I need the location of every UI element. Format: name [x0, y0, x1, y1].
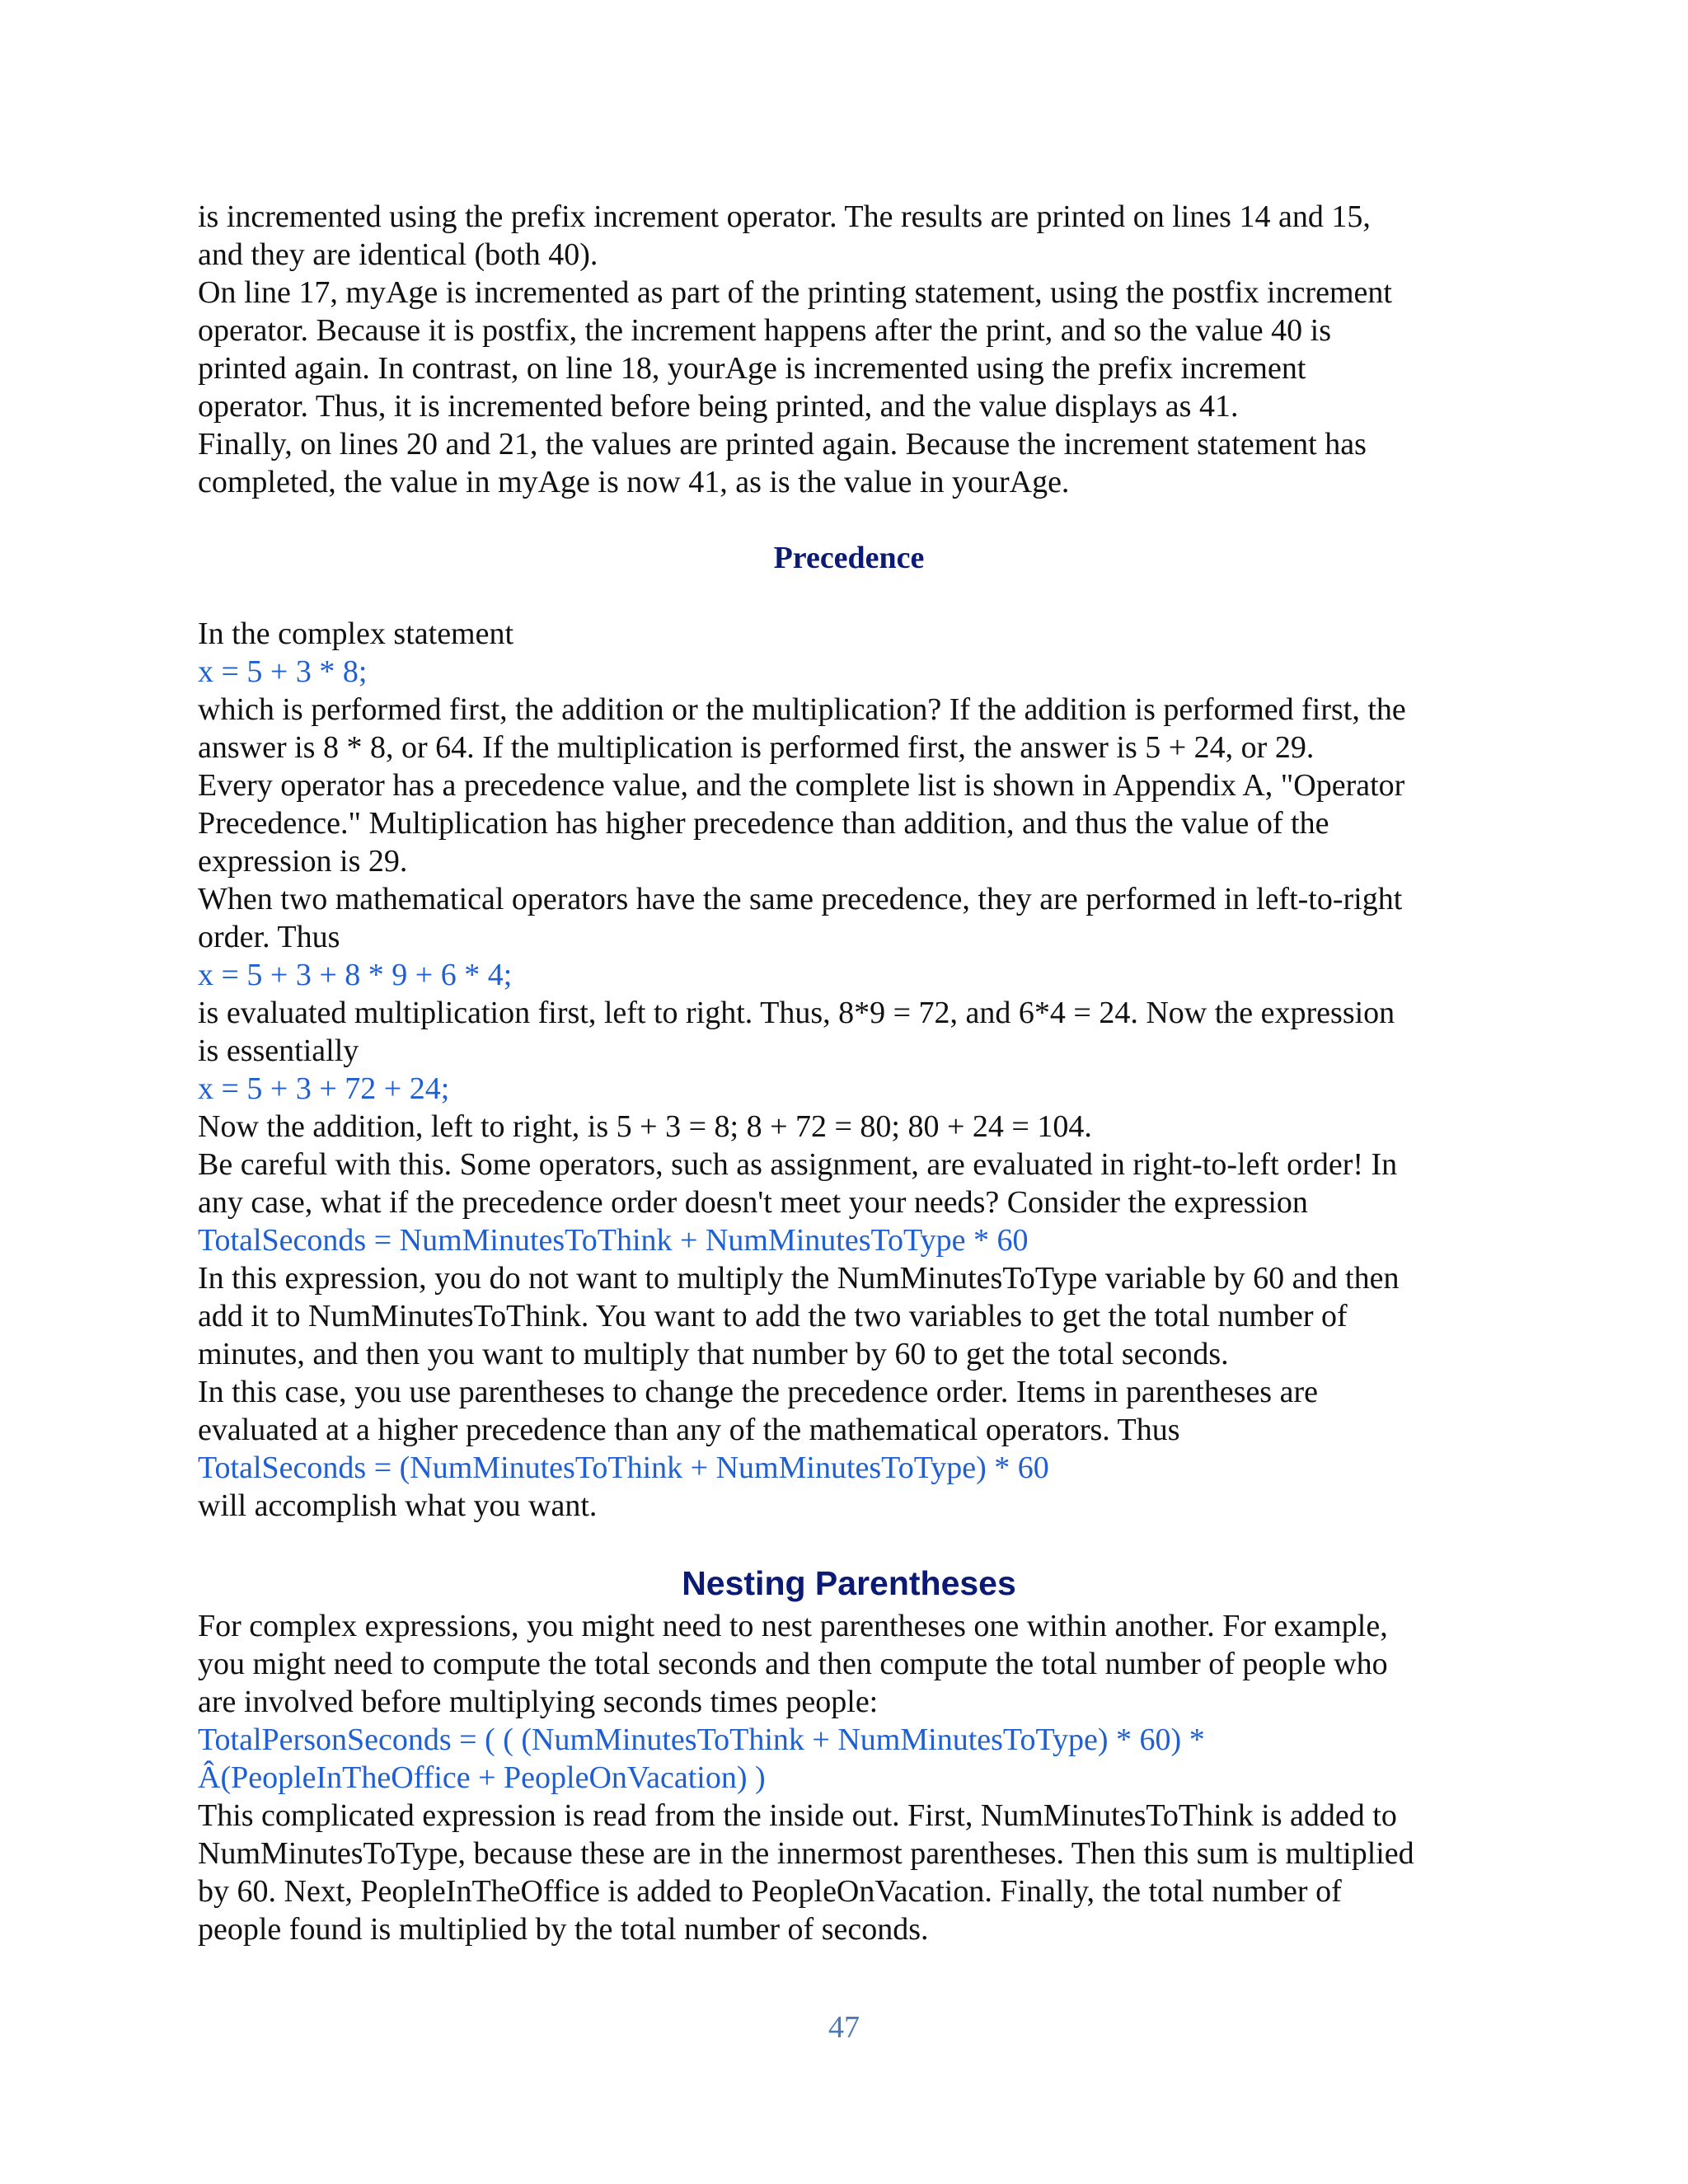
text-line: which is performed first, the addition or the multiplication? If the addition is performed first, the	[198, 692, 1406, 727]
text-line: will accomplish what you want.	[198, 1488, 598, 1523]
text-line: order. Thus	[198, 920, 340, 954]
section-heading-nesting-parentheses: Nesting Parentheses	[682, 1564, 1016, 1602]
nesting-body	[198, 1607, 1500, 1948]
text-line: and they are identical (both 40).	[198, 237, 598, 272]
text-line: you might need to compute the total seconds and then compute the total number of people who	[198, 1647, 1388, 1681]
text-line: In the complex statement	[198, 616, 514, 651]
text-line: Be careful with this. Some operators, such as assignment, are evaluated in right-to-left order! In	[198, 1147, 1398, 1182]
text-line: by 60. Next, PeopleInTheOffice is added to PeopleOnVacation. Finally, the total number of	[198, 1874, 1342, 1909]
page-number: 47	[828, 2010, 860, 2045]
text-line: minutes, and then you want to multiply that number by 60 to get the total seconds.	[198, 1337, 1229, 1371]
text-line: operator. Because it is postfix, the increment happens after the print, and so the value 40 is	[198, 313, 1331, 348]
text-line: On line 17, myAge is incremented as part of the printing statement, using the postfix increment	[198, 275, 1392, 310]
intro-paragraph	[198, 198, 1500, 501]
document-page	[198, 198, 1500, 1948]
text-line: This complicated expression is read from the inside out. First, NumMinutesToThink is added to	[198, 1798, 1397, 1833]
text-line: expression is 29.	[198, 844, 408, 879]
precedence-body	[198, 615, 1500, 1525]
text-line: In this case, you use parentheses to change the precedence order. Items in parentheses are	[198, 1375, 1318, 1409]
text-line: completed, the value in myAge is now 41, as is the value in yourAge.	[198, 465, 1070, 499]
code-line: TotalPersonSeconds = ( ( (NumMinutesToThink + NumMinutesToType) * 60) *	[198, 1722, 1205, 1757]
text-line: people found is multiplied by the total number of seconds.	[198, 1912, 929, 1947]
code-line: x = 5 + 3 * 8;	[198, 654, 368, 689]
text-line: Every operator has a precedence value, and the complete list is shown in Appendix A, "Operator	[198, 768, 1405, 803]
text-line: Finally, on lines 20 and 21, the values are printed again. Because the increment statement has	[198, 427, 1367, 462]
text-line: NumMinutesToType, because these are in the innermost parentheses. Then this sum is multiplied	[198, 1836, 1414, 1871]
code-line: TotalSeconds = NumMinutesToThink + NumMinutesToType * 60	[198, 1223, 1029, 1258]
text-line: printed again. In contrast, on line 18, yourAge is incremented using the prefix increment	[198, 351, 1306, 386]
text-line: When two mathematical operators have the same precedence, they are performed in left-to-right	[198, 882, 1403, 916]
code-line: x = 5 + 3 + 8 * 9 + 6 * 4;	[198, 958, 513, 992]
text-line: Now the addition, left to right, is 5 + 3 = 8; 8 + 72 = 80; 80 + 24 = 104.	[198, 1109, 1092, 1144]
section-heading-precedence: Precedence	[773, 541, 925, 575]
text-line: is essentially	[198, 1033, 359, 1068]
text-line: evaluated at a higher precedence than any of the mathematical operators. Thus	[198, 1413, 1180, 1447]
text-line: any case, what if the precedence order doesn't meet your needs? Consider the expression	[198, 1185, 1308, 1220]
text-line: For complex expressions, you might need to nest parentheses one within another. For example,	[198, 1609, 1388, 1643]
code-line: Â(PeopleInTheOffice + PeopleOnVacation) )	[198, 1760, 766, 1795]
text-line: In this expression, you do not want to multiply the NumMinutesToType variable by 60 and then	[198, 1261, 1400, 1296]
text-line: add it to NumMinutesToThink. You want to add the two variables to get the total number of	[198, 1299, 1348, 1333]
text-line: is evaluated multiplication first, left to right. Thus, 8*9 = 72, and 6*4 = 24. Now the expression	[198, 996, 1395, 1030]
text-line: Precedence." Multiplication has higher precedence than addition, and thus the value of the	[198, 806, 1329, 841]
text-line: are involved before multiplying seconds times people:	[198, 1685, 879, 1719]
code-line: x = 5 + 3 + 72 + 24;	[198, 1071, 450, 1106]
text-line: answer is 8 * 8, or 64. If the multiplication is performed first, the answer is 5 + 24, or 29.	[198, 730, 1315, 765]
text-line: is incremented using the prefix increment operator. The results are printed on lines 14 and 15,	[198, 199, 1371, 234]
code-line: TotalSeconds = (NumMinutesToThink + NumMinutesToType) * 60	[198, 1451, 1049, 1485]
text-line: operator. Thus, it is incremented before being printed, and the value displays as 41.	[198, 389, 1239, 424]
